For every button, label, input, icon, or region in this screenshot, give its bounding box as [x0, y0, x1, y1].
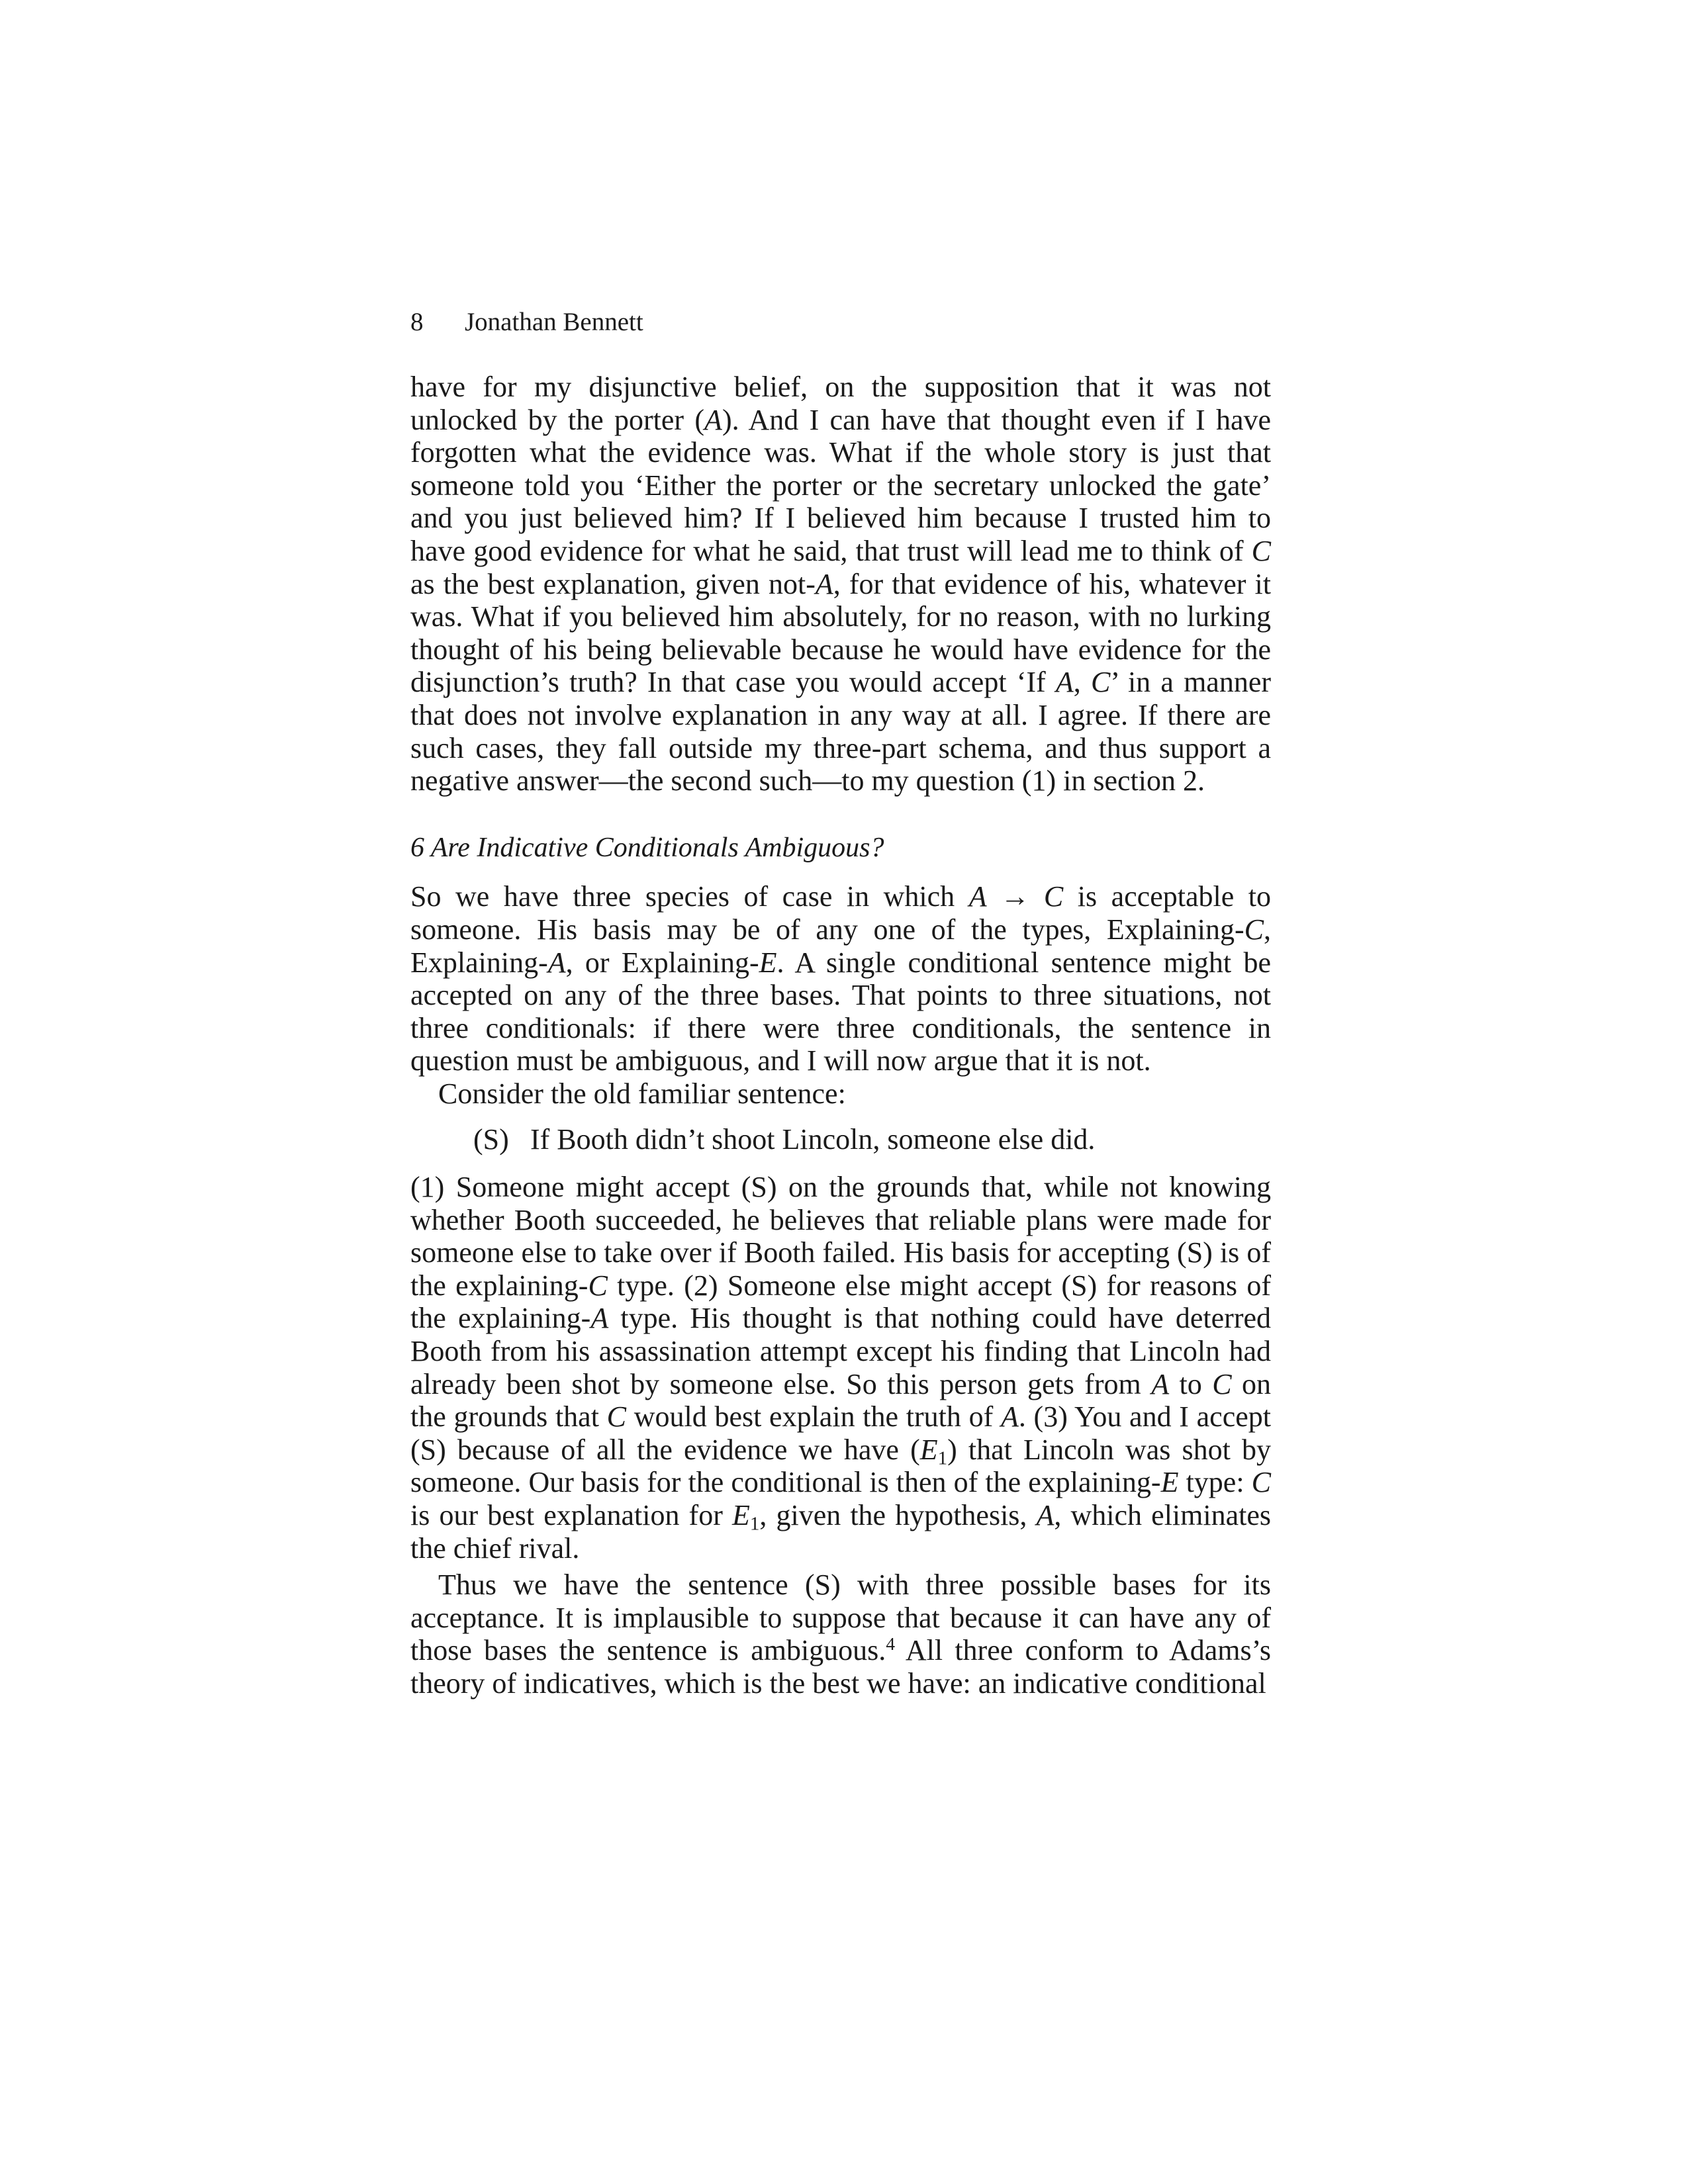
section-number: 6 [410, 832, 424, 863]
paragraph-conclusion: Thus we have the sentence (S) with three possible bases for its acceptance. It is implausible to suppose that because it can have any of those bases the sentence is ambiguous.$^4$ All three conform to Adams’s theory of indicatives, which is the best we have: an indicative conditional [410, 1569, 1271, 1700]
running-head [410, 306, 643, 339]
page-number: 8 [410, 308, 424, 336]
paragraph-continuation: have for my disjunctive belief, on the supposition that it was not unlocked by the porter (A). And I can have that thought even if I have forgotten what the evidence was. What if the whole story is just that someone told you ‘Either the porter or the secretary unlocked the gate’ and you just believed him? If I believed him because I trusted him to have good evidence for what he said, that trust will lead me to think of C as the best explanation, given not-A, for that evidence of his, whatever it was. What if you believed him absolutely, for no reason, with no lurking thought of his being believable because he would have evidence for the disjunction’s truth? In that case you would accept ‘If A, C’ in a manner that does not involve explanation in any way at all. I agree. If there are such cases, they fall outside my three-part schema, and thus support a negative answer—the second such—to my question (1) in section 2. [410, 371, 1272, 797]
body-text [410, 371, 1271, 1700]
paragraph-consider: Consider the old familiar sentence: [438, 1077, 846, 1110]
section-title: Are Indicative Conditionals Ambiguous? [430, 832, 884, 863]
paragraph-species: So we have three species of case in which A → C is acceptable to someone. His basis may be of any one of the types, Explaining-C, Explaining-A, or Explaining-E. A single conditional sentence might be accepted on any of the three bases. That points to three situations, not three conditionals: if there were three conditionals, the sentence in question must be ambiguous, and I will now argue that it is not. [410, 880, 1272, 1077]
example-sentence [410, 1123, 1271, 1156]
footnote-marker[interactable]: 4 [886, 1634, 895, 1655]
author-name: Jonathan Bennett [465, 308, 643, 336]
formula: A → C [968, 880, 1064, 913]
section-heading [410, 832, 1271, 865]
example-text: If Booth didn’t shoot Lincoln, someone else did. [530, 1123, 1096, 1156]
paragraph-three-bases: (1) Someone might accept (S) on the grounds that, while not knowing whether Booth succeeded, he believes that reliable plans were made for someone else to take over if Booth failed. His basis for accepting (S) is of the explaining-C type. (2) Someone else might accept (S) for reasons of the explaining-A type. His thought is that nothing could have deterred Booth from his assassination attempt except his finding that Lincoln had already been shot by someone else. So this person gets from A to C on the grounds that C would best explain the truth of A. (3) You and I accept (S) because of all the evidence we have $(E_1)$ that Lincoln was shot by someone. Our basis for the conditional is then of the explaining-E type: C is our best explanation for $E_1$, given the hypothesis, A, which eliminates the chief rival. [410, 1171, 1272, 1565]
example-label: (S) [473, 1123, 509, 1156]
